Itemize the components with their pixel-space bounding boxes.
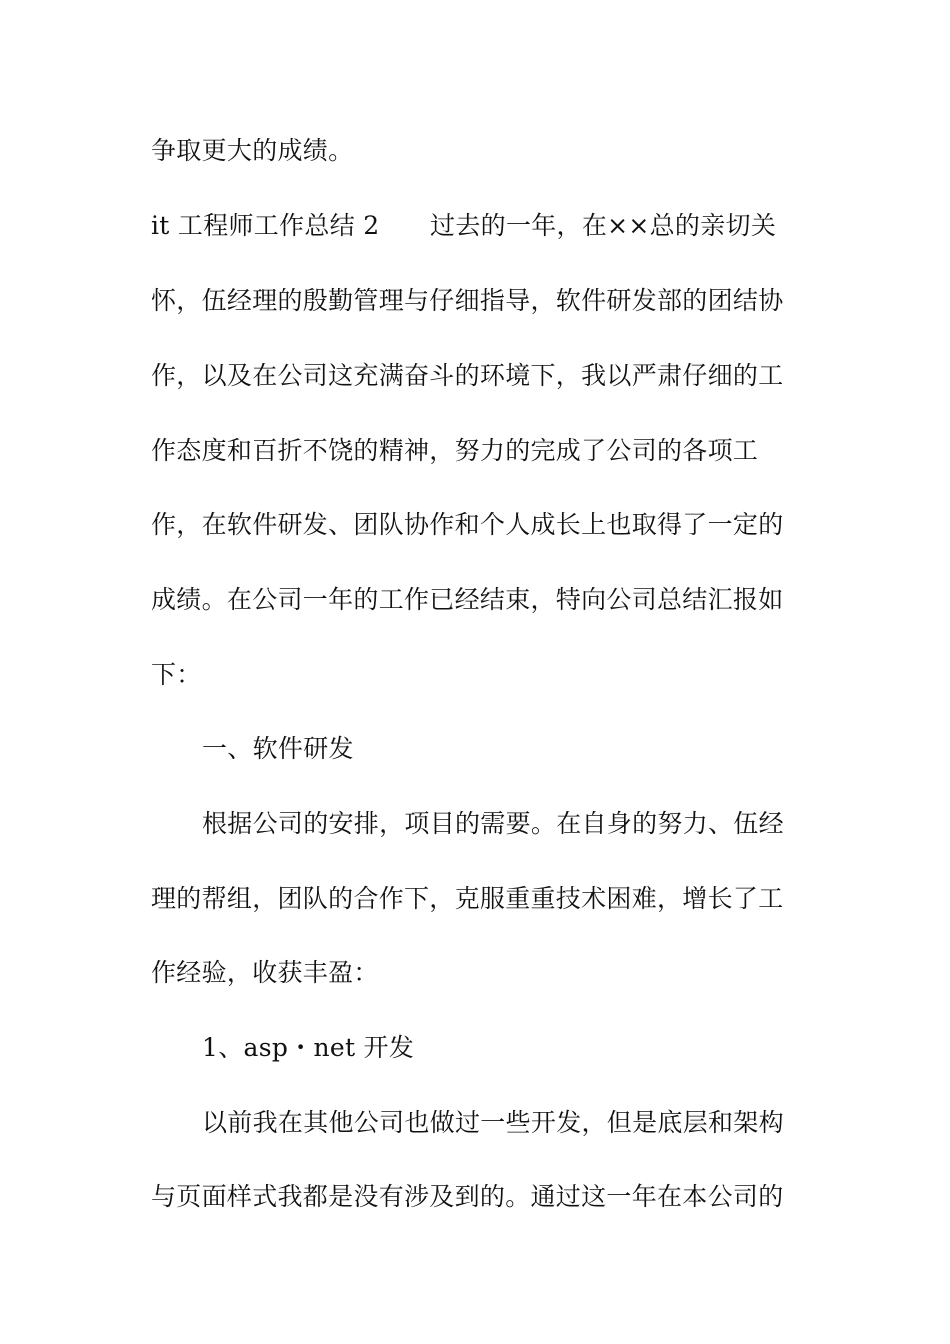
section-heading: 一、软件研发 [202, 734, 354, 763]
text-line: 作，在软件研发、团队协作和个人成长上也取得了一定的 [151, 510, 784, 539]
text-line: 理的帮组，团队的合作下，克服重重技术困难，增长了工 [151, 884, 784, 913]
text-line: 根据公司的安排，项目的需要。在自身的努力、伍经 [202, 809, 784, 838]
subsection-heading: 1、asp・net 开发 [202, 1033, 415, 1062]
text-line: 与页面样式我都是没有涉及到的。通过这一年在本公司的 [151, 1182, 784, 1211]
text-line: 成绩。在公司一年的工作已经结束，特向公司总结汇报如 [151, 585, 784, 614]
text-line: 作经验，收获丰盈： [151, 958, 379, 987]
text-line: 以前我在其他公司也做过一些开发，但是底层和架构 [202, 1108, 784, 1137]
text-line: 作，以及在公司这充满奋斗的环境下，我以严肃仔细的工 [151, 361, 784, 390]
text-line: 下： [151, 660, 202, 689]
text-line: 作态度和百折不饶的精神，努力的完成了公司的各项工 [151, 436, 759, 465]
text-line: 怀，伍经理的殷勤管理与仔细指导，软件研发部的团结协 [151, 286, 784, 315]
text-line: 争取更大的成绩。 [151, 136, 354, 165]
text-line: it 工程师工作总结 2 过去的一年，在××总的亲切关 [151, 211, 777, 240]
